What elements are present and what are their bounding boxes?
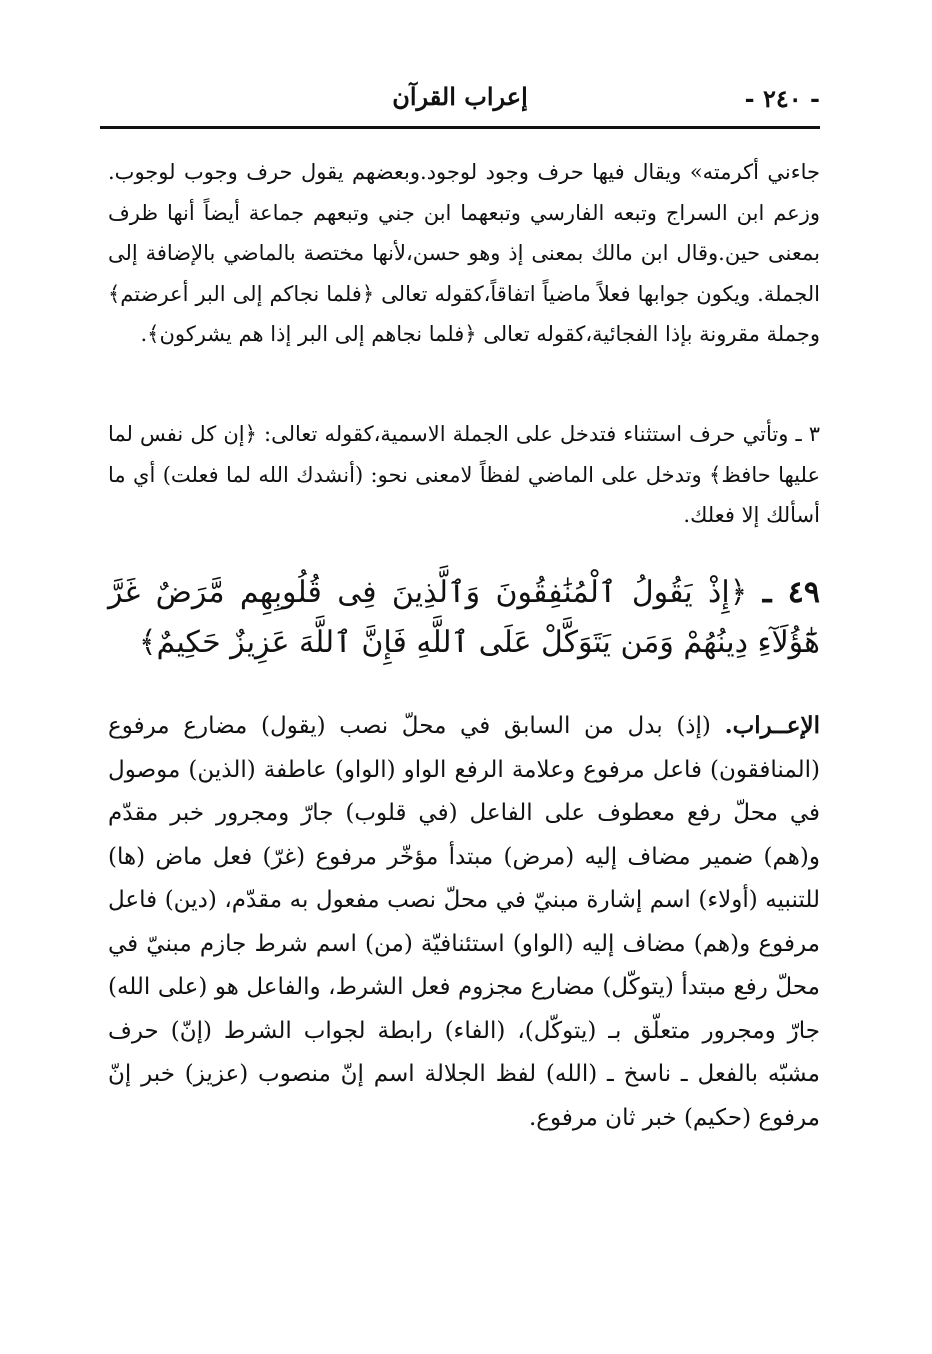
verse-number: ٤٩ ـ	[762, 575, 821, 610]
irab-label: الإعــراب.	[724, 712, 821, 739]
header-rule	[100, 126, 820, 129]
page-header	[100, 78, 820, 122]
paragraph-text: جاءني أكرمته» ويقال فيها حرف وجود لوجود.وبعضهم يقول حرف وجوب لوجوب. وزعم ابن السراج وتبعه الفارسي وتبعهما ابن جني وتبعهم جماعة أيضاً أنها ظرف بمعنى حين.وقال ابن مالك بمعنى إذ وهو حسن،لأنها مختصة بالماضي بالإضافة إلى الجملة. ويكون جوابها فعلاً ماضياً اتفاقاً،كقوله تعالى ﴿فلما نجاكم إلى البر أعرضتم﴾ وجملة مقرونة بإذا الفجائية،كقوله تعالى ﴿فلما نجاهم إلى البر إذا هم يشركون﴾.	[108, 160, 820, 346]
irab-section	[108, 704, 820, 1140]
irab-text: (إذ) بدل من السابق في محلّ نصب (يقول) مضارع مرفوع (المنافقون) فاعل مرفوع وعلامة الرفع الواو (الواو) عاطفة (الذين) موصول في محلّ رفع معطوف على الفاعل (في قلوب) جارّ ومجرور خبر مقدّم و(هم) ضمير مضاف إليه (مرض) مبتدأ مؤخّر مرفوع (غرّ) فعل ماض (ها) للتنبيه (أولاء) اسم إشارة مبنيّ في محلّ نصب مفعول به مقدّم، (دين) فاعل مرفوع و(هم) مضاف إليه (الواو) استئنافيّة (من) اسم شرط جازم مبنيّ في محلّ رفع مبتدأ (يتوكّل) مضارع مجزوم فعل الشرط، والفاعل هو (على الله) جارّ ومجرور متعلّق بـ (يتوكّل)، (الفاء) رابطة لجواب الشرط (إنّ) حرف مشبّه بالفعل ـ ناسخ ـ (الله) لفظ الجلالة اسم إنّ منصوب (عزيز) خبر إنّ مرفوع (حكيم) خبر ثان مرفوع.	[108, 713, 820, 1131]
paragraph-continuation	[108, 152, 820, 355]
running-title: إعراب القرآن	[392, 82, 528, 111]
page-number: - ٢٤٠ -	[744, 84, 820, 113]
paragraph-text: ٣ ـ وتأتي حرف استثناء فتدخل على الجملة الاسمية،كقوله تعالى: ﴿إن كل نفس لما عليها حافظ﴾ وتدخل على الماضي لفظاً لامعنى نحو: (أنشدك الله لما فعلت) أي ما أسألك إلا فعلك.	[108, 422, 820, 527]
verse-text: ﴿إِذْ يَقُولُ ٱلْمُنَٰفِقُونَ وَٱلَّذِينَ فِى قُلُوبِهِم مَّرَضٌ غَرَّ هَٰٓؤُلَآءِ دِينُهُمْ وَمَن يَتَوَكَّلْ عَلَى ٱللَّهِ فَإِنَّ ٱللَّهَ عَزِيزٌ حَكِيمٌ﴾	[108, 575, 820, 660]
quran-verse	[108, 568, 820, 668]
paragraph-exception-usage	[108, 414, 820, 536]
